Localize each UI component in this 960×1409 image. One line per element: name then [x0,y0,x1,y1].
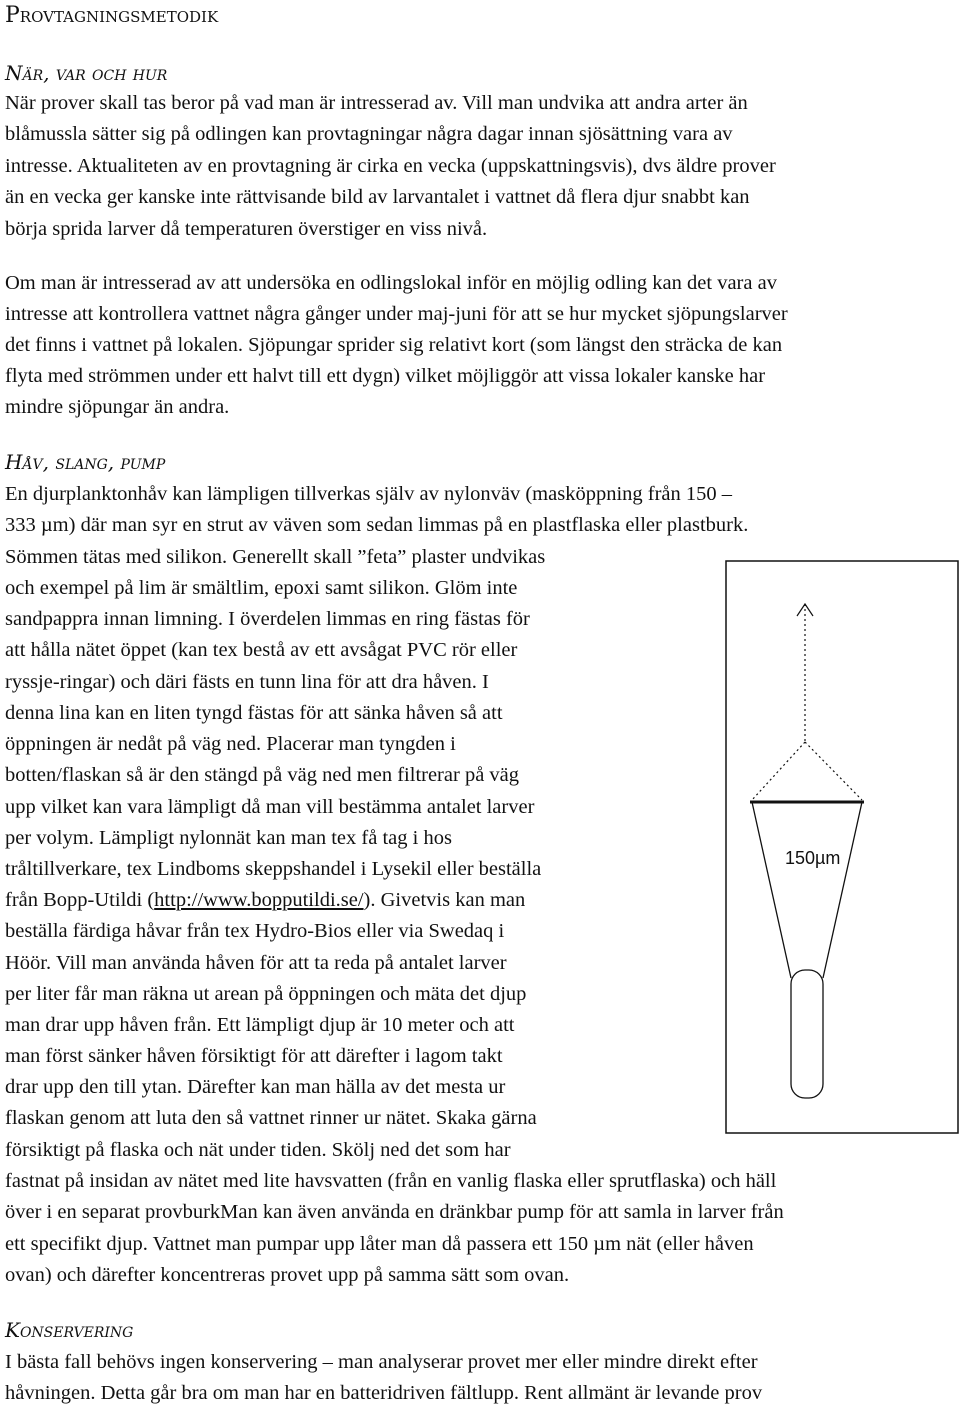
text-line: det finns i vattnet på lokalen. Sjöpungar sprider sig relativt kort (som längst den sträcka de kan [5,334,783,356]
text-line: En djurplanktonhåv kan lämpligen tillverkas själv av nylonväv (masköppning från 150 – [5,483,733,505]
plankton-net-figure [725,560,960,1135]
text-line: öppningen är nedåt på väg ned. Placerar man tyngden i [5,733,456,755]
bopputildi-link[interactable]: http://www.bopputildi.se/ [154,889,364,911]
text-line: upp vilket kan vara lämpligt då man vill bestämma antalet larver [5,796,535,818]
text-line: mindre sjöpungar än andra. [5,396,230,418]
link-suffix: ). Givetvis kan man [363,889,526,911]
text-line: fastnat på insidan av nätet med lite havsvatten (från en vanlig flaska eller sprutflaska) och häll [5,1170,777,1192]
text-line: När prover skall tas beror på vad man är intresserad av. Vill man undvika att andra arter än [5,92,748,114]
text-line: intresse att kontrollera vattnet några gånger under maj-juni för att se hur mycket sjöpungslarver [5,303,788,325]
text-line: försiktigt på flaska och nät under tiden. Skölj ned det som har [5,1139,511,1161]
text-line: intresse. Aktualiteten av en provtagning är cirka en vecka (uppskattningsvis), dvs äldre prover [5,155,776,177]
section-title-konservering: Konservering [5,1318,134,1342]
text-line: sandpappra innan limning. I överdelen limmas en ring fästas för [5,608,530,630]
text-line: man drar upp håven från. Ett lämpligt djup är 10 meter och att [5,1014,515,1036]
text-line: per liter får man räkna ut arean på öppningen och mäta det djup [5,983,527,1005]
text-line: över i en separat provburkMan kan även använda en dränkbar pump för att samla in larver från [5,1201,784,1223]
text-line: 333 µm) där man syr en strut av väven som sedan limmas på en plastflaska eller plastburk. [5,514,749,536]
text-line: per volym. Lämpligt nylonnät kan man tex få tag i hos [5,827,452,849]
text-line: Höör. Vill man använda håven för att ta reda på antalet larver [5,952,507,974]
collection-bottle [791,970,823,1098]
text-line: drar upp den till ytan. Därefter kan man hälla av det mesta ur [5,1076,506,1098]
text-line: flyta med strömmen under ett halvt till ett dygn) vilket möjliggör att vissa lokaler kanske har [5,365,766,387]
text-line: håvningen. Detta går bra om man har en batteridriven fältlupp. Rent allmänt är levande prov [5,1382,763,1404]
section-title-nar-var-hur: När, var och hur [5,61,168,85]
page-heading: Provtagningsmetodik [5,3,219,28]
figure-frame [726,561,958,1133]
text-line: flaskan genom att luta den så vattnet rinner ur nätet. Skaka gärna [5,1107,537,1129]
text-line: Om man är intresserad av att undersöka en odlingslokal inför en möjlig odling kan det vara av [5,272,777,294]
section-title-hav-slang-pump: Håv, slang, pump [5,450,166,474]
text-line: och exempel på lim är smältlim, epoxi samt silikon. Glöm inte [5,577,518,599]
text-line: ovan) och därefter koncentreras provet upp på samma sätt som ovan. [5,1264,570,1286]
text-line: botten/flaskan så är den stängd på väg ned men filtrerar på väg [5,764,520,786]
text-line-with-link [5,885,525,916]
text-line: man först sänker håven försiktigt för att därefter i lagom takt [5,1045,503,1067]
text-line: I bästa fall behövs ingen konservering – man analyserar provet mer eller mindre direkt efter [5,1351,758,1373]
text-line: ryssje-ringar) och däri fästs en tunn lina för att dra håven. I [5,671,489,693]
text-line: blåmussla sätter sig på odlingen kan provtagningar några dagar innan sjösättning vara av [5,123,733,145]
text-line: denna lina kan en liten tyngd fästas för att sänka håven så att [5,702,503,724]
link-prefix: från Bopp-Utildi ( [5,889,155,911]
text-line: beställa färdiga håvar från tex Hydro-Bios eller via Swedaq i [5,920,505,942]
mesh-size-label: 150µm [785,848,841,868]
text-line: börja sprida larver då temperaturen överstiger en viss nivå. [5,218,488,240]
text-line: Sömmen tätas med silikon. Generellt skall ”feta” plaster undvikas [5,546,546,568]
text-line: tråltillverkare, tex Lindboms skeppshandel i Lysekil eller beställa [5,858,542,880]
text-line: att hålla nätet öppet (kan tex bestå av ett avsågat PVC rör eller [5,639,518,661]
text-line: ett specifikt djup. Vattnet man pumpar upp låter man då passera ett 150 µm nät (eller håven [5,1233,754,1255]
text-line: än en vecka ger kanske inte rättvisande bild av larvantalet i vattnet då flera djur snabbt kan [5,186,750,208]
